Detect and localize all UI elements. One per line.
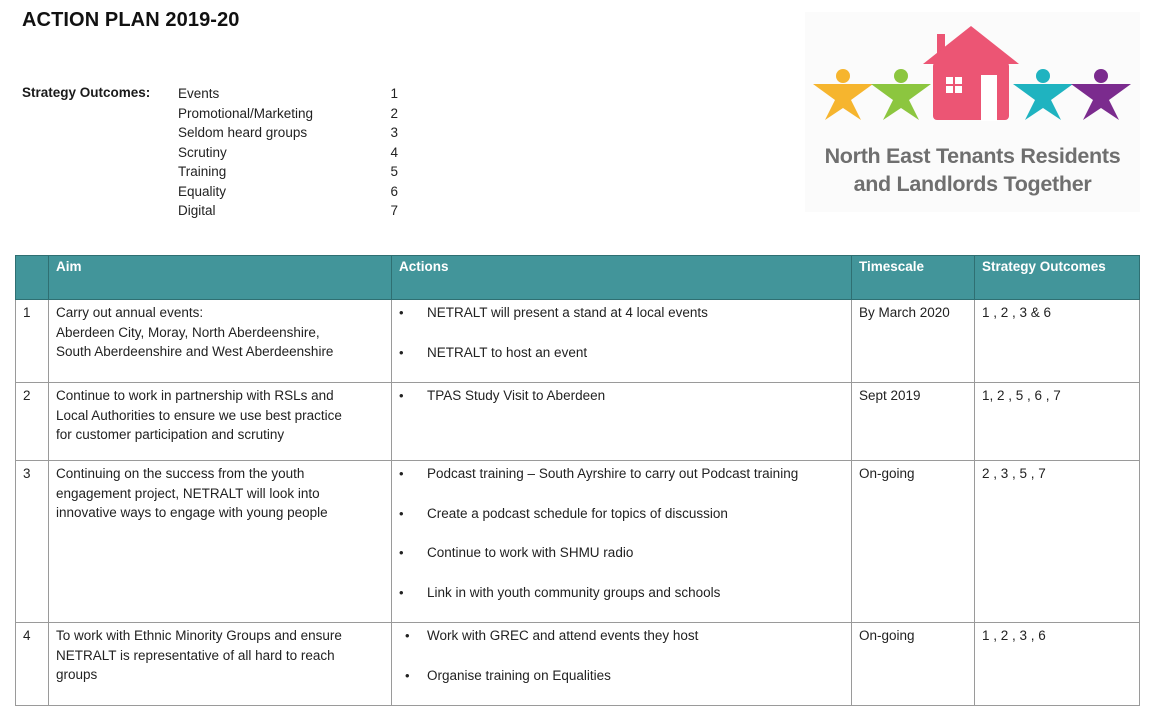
logo-text-line2: and Landlords Together	[853, 172, 1092, 196]
aim-line: To work with Ethnic Minority Groups and ensure	[56, 628, 342, 643]
table-row	[16, 623, 1140, 706]
aim-line: Aberdeen City, Moray, North Aberdeenshire,	[56, 324, 320, 340]
table-row	[16, 383, 1140, 461]
table-row	[16, 300, 1140, 383]
outcome-item	[178, 201, 398, 221]
action-item: • Create a podcast schedule for topics of discussion	[399, 504, 844, 524]
aim-line: Carry out annual events:	[56, 305, 204, 320]
row-strategy-outcomes: 2 , 3 , 5 , 7	[975, 461, 1140, 623]
row-number: 4	[16, 623, 49, 706]
row-actions	[392, 300, 852, 383]
document-title: ACTION PLAN 2019-20	[22, 9, 240, 31]
strategy-outcomes-label: Strategy Outcomes:	[22, 85, 151, 100]
outcome-name: Promotional/Marketing	[178, 105, 314, 121]
outcome-name: Training	[178, 164, 227, 179]
outcome-name: Equality	[178, 183, 227, 199]
row-timescale: Sept 2019	[852, 383, 975, 461]
logo-text-line1: North East Tenants Residents	[824, 144, 1121, 168]
row-strategy-outcomes: 1 , 2 , 3 , 6	[975, 623, 1140, 706]
aim-line: for customer participation and scrutiny	[56, 427, 285, 442]
outcome-name: Events	[178, 86, 220, 101]
aim-line: Continue to work in partnership with RSLs and	[56, 388, 334, 403]
outcome-name: Scrutiny	[178, 144, 227, 160]
outcome-item	[178, 162, 398, 182]
row-aim	[49, 300, 392, 383]
outcome-number: 1	[390, 86, 398, 101]
row-actions	[392, 623, 852, 706]
outcome-number: 5	[390, 164, 398, 179]
outcome-item	[178, 182, 398, 202]
table-header-row	[16, 256, 1140, 300]
outcome-item	[178, 143, 398, 163]
aim-line: innovative ways to engage with young people	[56, 505, 328, 520]
row-aim	[49, 383, 392, 461]
action-item: • Link in with youth community groups and schools	[399, 583, 844, 603]
logo-figures-icon	[805, 12, 1140, 137]
row-number: 3	[16, 461, 49, 623]
action-item: • Continue to work with SHMU radio	[399, 543, 844, 563]
action-item: • TPAS Study Visit to Aberdeen	[399, 386, 844, 406]
row-strategy-outcomes: 1 , 2 , 3 & 6	[975, 300, 1140, 383]
action-plan-table	[15, 255, 1140, 706]
action-item: • Organise training on Equalities	[399, 666, 844, 686]
outcome-number: 6	[390, 183, 398, 199]
outcome-number: 4	[390, 144, 398, 160]
row-timescale: On-going	[852, 623, 975, 706]
outcome-name: Digital	[178, 203, 216, 218]
action-item: • Podcast training – South Ayrshire to carry out Podcast training	[399, 464, 844, 484]
action-item: • NETRALT to host an event	[399, 343, 844, 363]
aim-line: groups	[56, 667, 98, 682]
aim-line: Local Authorities to ensure we use best practice	[56, 407, 342, 423]
action-item: • Work with GREC and attend events they host	[399, 626, 844, 646]
row-number: 1	[16, 300, 49, 383]
row-timescale: On-going	[852, 461, 975, 623]
row-actions	[392, 383, 852, 461]
outcome-item	[178, 123, 398, 143]
header-number	[16, 256, 49, 300]
outcome-number: 2	[390, 105, 398, 121]
header-timescale: Timescale	[852, 256, 975, 300]
outcome-name: Seldom heard groups	[178, 125, 308, 140]
header-strategy-outcomes: Strategy Outcomes	[975, 256, 1140, 300]
aim-line: South Aberdeenshire and West Aberdeenshire	[56, 344, 334, 359]
aim-line: Continuing on the success from the youth	[56, 466, 305, 481]
outcome-item	[178, 104, 398, 124]
row-aim	[49, 623, 392, 706]
row-timescale: By March 2020	[852, 300, 975, 383]
netralt-logo	[805, 12, 1140, 212]
row-strategy-outcomes: 1, 2 , 5 , 6 , 7	[975, 383, 1140, 461]
header-actions: Actions	[392, 256, 852, 300]
outcome-item	[178, 84, 398, 104]
table-row	[16, 461, 1140, 623]
aim-line: NETRALT is representative of all hard to reach	[56, 647, 335, 663]
aim-line: engagement project, NETRALT will look into	[56, 485, 320, 501]
strategy-outcomes-list	[178, 84, 398, 221]
outcome-number: 7	[390, 203, 398, 218]
row-actions	[392, 461, 852, 623]
header-aim: Aim	[49, 256, 392, 300]
action-item: • NETRALT will present a stand at 4 local events	[399, 303, 844, 323]
outcome-number: 3	[390, 125, 398, 140]
row-aim	[49, 461, 392, 623]
row-number: 2	[16, 383, 49, 461]
